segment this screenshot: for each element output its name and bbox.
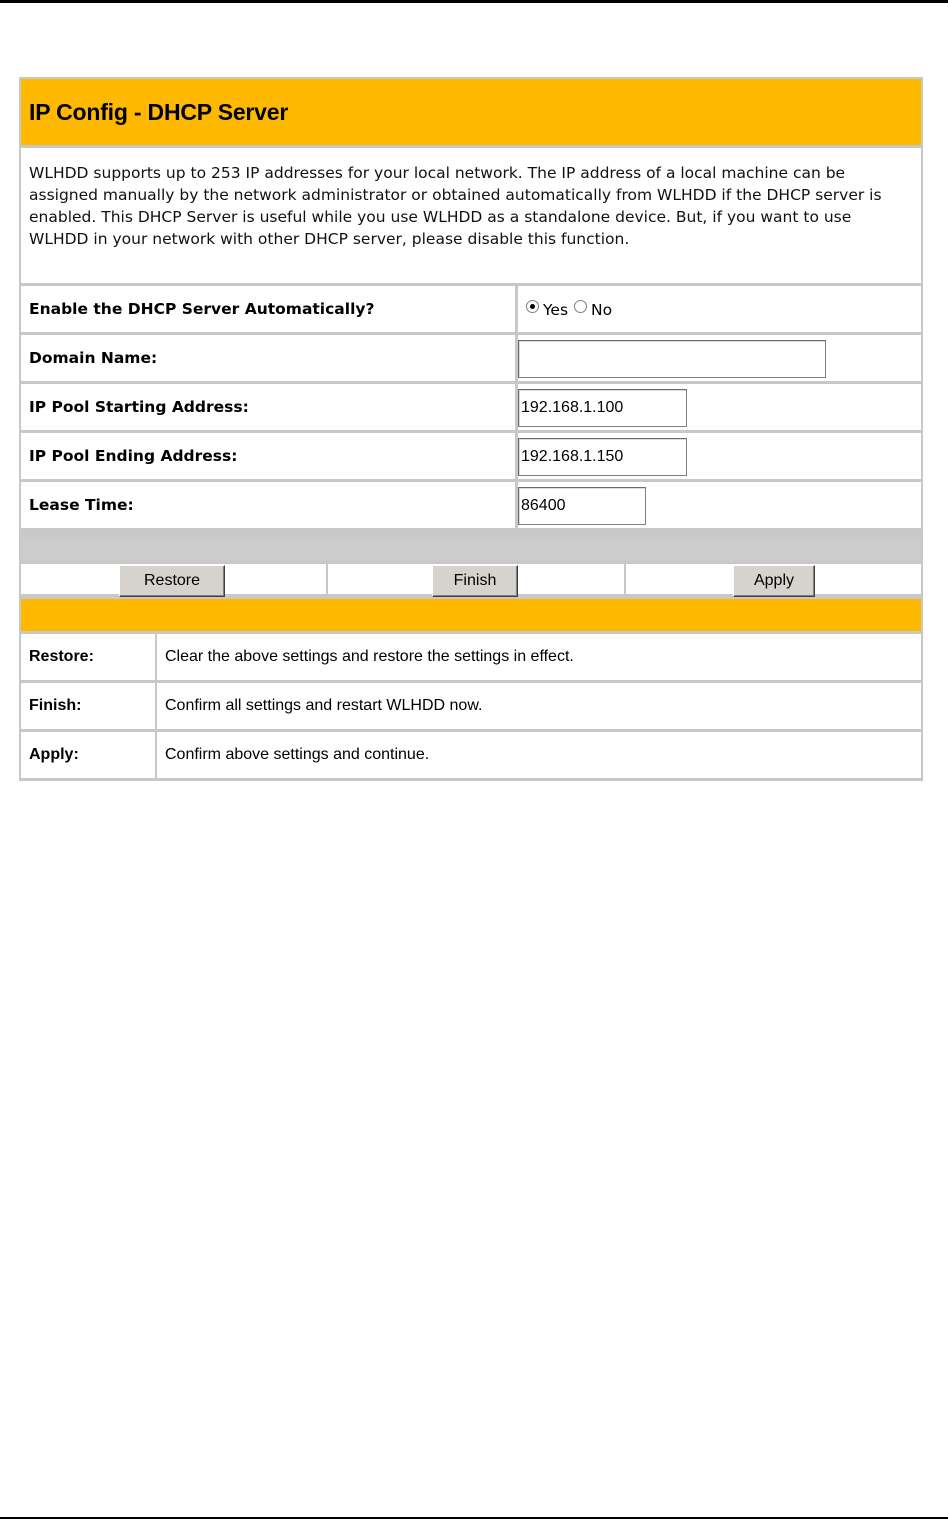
dhcp-no-label[interactable]: No [591,301,613,319]
apply-button-cell [626,564,921,594]
description-text: WLHDD supports up to 253 IP addresses for your local network. The IP address of a local machine can be assigned manually by the network administrator or obtained automatically from WLHDD if the DHCP server is enabled. This DHCP Server is useful while you use WLHDD as a standalone device. But, if you want to use WLHDD in your network with other DHCP server, please disable this function. [21,148,921,283]
restore-button[interactable]: Restore [119,565,225,597]
dhcp-yes-radio[interactable] [526,300,539,313]
finish-button-cell [328,564,624,594]
enable-dhcp-cell [518,286,921,332]
help-apply-text: Confirm above settings and continue. [157,732,921,778]
domain-name-input[interactable] [518,340,826,378]
help-restore-text: Clear the above settings and restore the settings in effect. [157,634,921,680]
page-title: IP Config - DHCP Server [21,79,921,145]
dhcp-no-radio[interactable] [574,300,587,313]
domain-name-label: Domain Name: [21,335,515,381]
enable-dhcp-radio-group [526,300,618,319]
lease-time-cell [518,482,921,528]
apply-button[interactable]: Apply [733,565,815,597]
pool-start-input[interactable] [518,389,687,427]
restore-button-cell [21,564,326,594]
pool-end-input[interactable] [518,438,687,476]
domain-name-cell [518,335,921,381]
help-apply-key: Apply: [21,732,155,778]
help-restore-key: Restore: [21,634,155,680]
lease-time-input[interactable] [518,487,646,525]
top-rule [0,0,948,3]
finish-button[interactable]: Finish [432,565,518,597]
lease-time-label: Lease Time: [21,482,515,528]
dhcp-yes-label[interactable]: Yes [543,301,569,319]
pool-end-cell [518,433,921,479]
pool-start-cell [518,384,921,430]
help-finish-key: Finish: [21,683,155,729]
help-finish-text: Confirm all settings and restart WLHDD now. [157,683,921,729]
help-header-bar [21,599,921,631]
pool-start-label: IP Pool Starting Address: [21,384,515,430]
pool-end-label: IP Pool Ending Address: [21,433,515,479]
bottom-rule [0,1517,948,1519]
dhcp-server-panel [19,77,923,781]
separator-bar [21,537,921,561]
enable-dhcp-label: Enable the DHCP Server Automatically? [21,286,515,332]
